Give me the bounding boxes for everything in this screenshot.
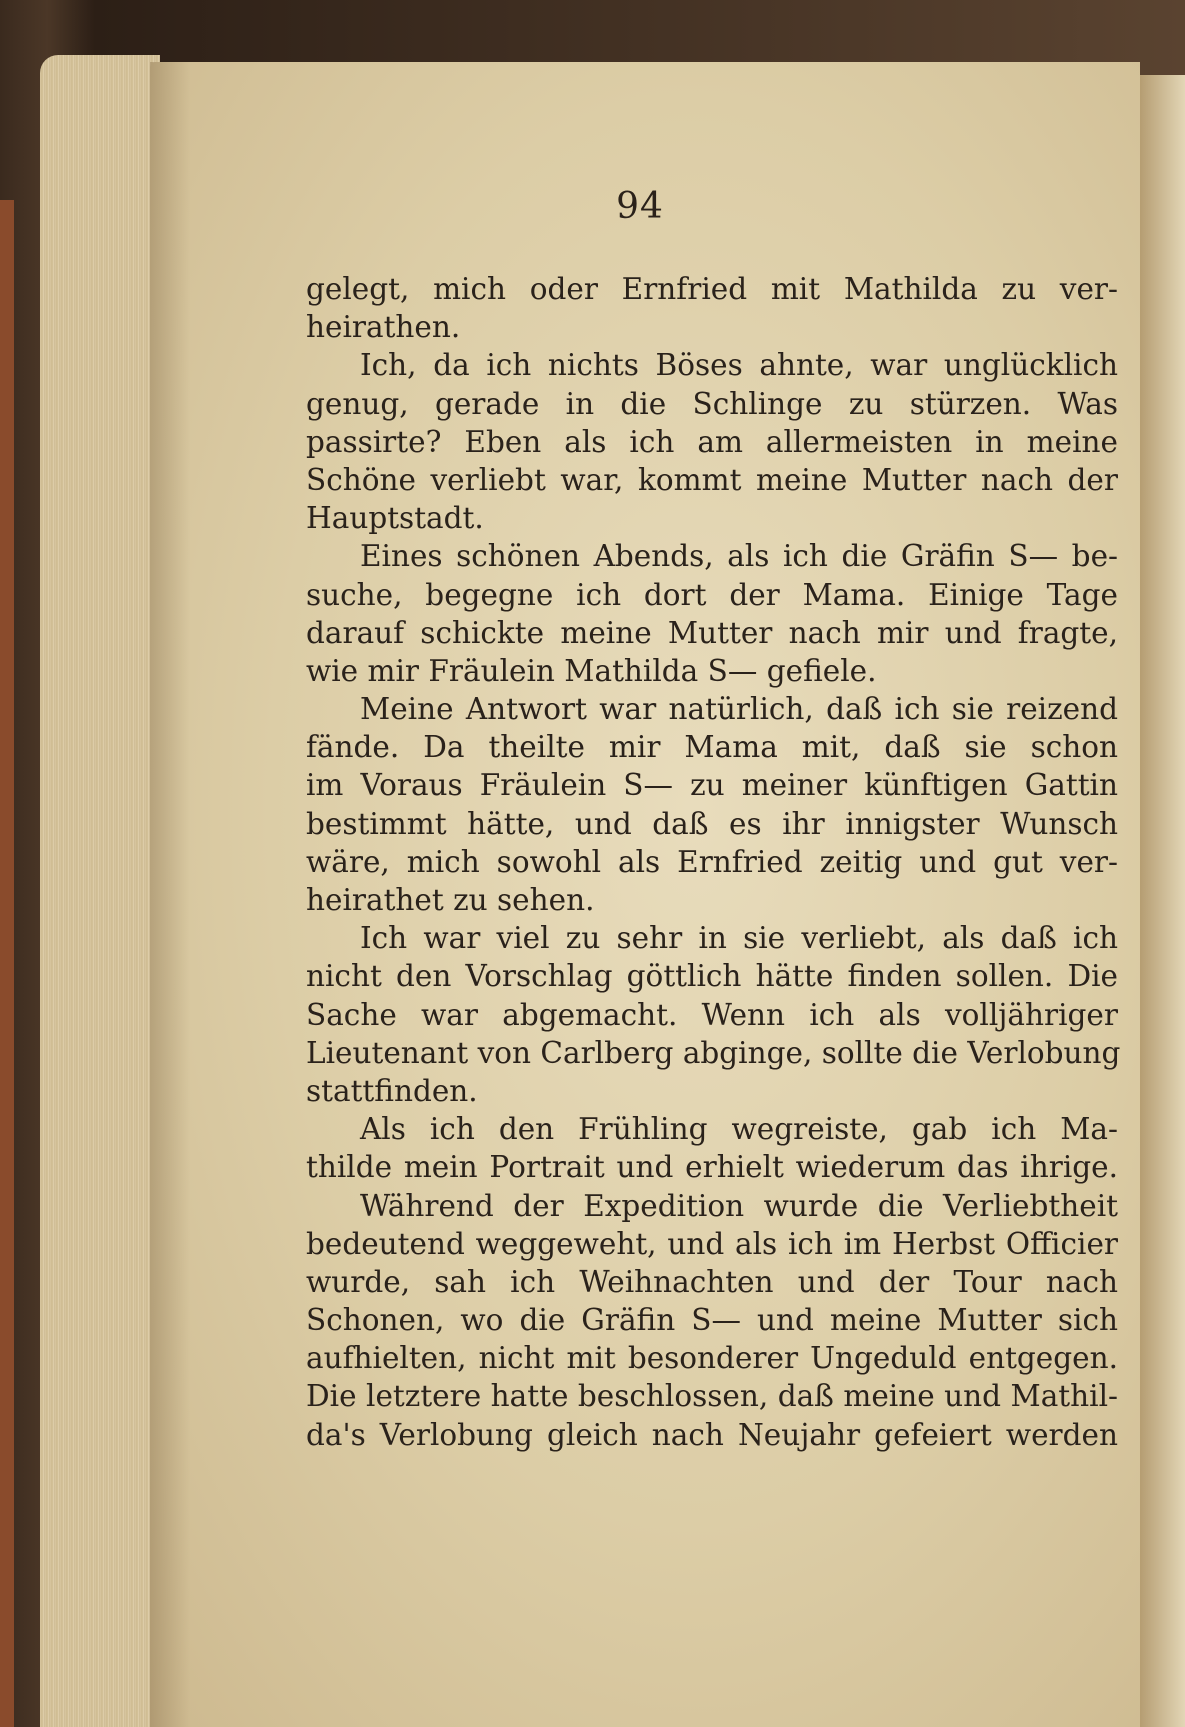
text-line: Meine Antwort war natürlich, daß ich sie reizend [360,692,1118,727]
text-line: Schonen, wo die Gräfin S— und meine Mutter sich [306,1303,1118,1338]
cover-edge [0,200,14,1727]
page-edges [40,55,160,1727]
text-line: wäre, mich sowohl als Ernfried zeitig und gut ver- [306,844,1118,879]
text-line: nicht den Vorschlag göttlich hätte finden sollen. Die [306,959,1118,994]
text-line: gelegt, mich oder Ernfried mit Mathilda zu ver- [306,272,1118,306]
page-gutter-shadow [150,62,190,1727]
text-line: Sache war abgemacht. Wenn ich als volljähriger [306,997,1118,1032]
text-line: Eines schönen Abends, als ich die Gräfin S— be- [360,539,1118,574]
text-line: Die letztere hatte beschlossen, daß meine und Mathil- [306,1379,1118,1414]
text-line: suche, begegne ich dort der Mama. Einige Tage [306,577,1118,612]
text-line: fände. Da theilte mir Mama mit, daß sie schon [306,730,1118,765]
text-line: aufhielten, nicht mit besonderer Ungeduld entgegen. [306,1341,1118,1376]
text-line: Als ich den Frühling wegreiste, gab ich Ma- [360,1112,1118,1147]
text-line: darauf schickte meine Mutter nach mir und fragte, [306,615,1118,650]
text-line: Schöne verliebt war, kommt meine Mutter nach der [306,462,1118,497]
text-line: genug, gerade in die Schlinge zu stürzen. Was [306,386,1118,421]
text-line: wie mir Fräulein Mathilda S— gefiele. [306,653,877,688]
text-line: da's Verlobung gleich nach Neujahr gefeiert werden [306,1417,1118,1452]
text-line: thilde mein Portrait und erhielt wiederum das ihrige. [306,1150,1118,1185]
text-line: Während der Expedition wurde die Verliebtheit [360,1188,1118,1223]
text-line: bestimmt hätte, und daß es ihr innigster Wunsch [306,806,1118,841]
text-line: Hauptstadt. [306,501,484,536]
text-line: passirte? Eben als ich am allermeisten in meine [306,424,1118,459]
text-line: bedeutend weggeweht, und als ich im Herbst Officier [306,1226,1118,1261]
text-line: heirathen. [306,310,461,345]
text-line: wurde, sah ich Weihnachten und der Tour nach [306,1264,1118,1299]
text-line: Lieutenant von Carlberg abginge, sollte die Verlobung [306,1035,1121,1070]
page-body [306,270,1121,1454]
text-line: Ich war viel zu sehr in sie verliebt, als daß ich [360,921,1118,956]
text-line: stattfinden. [306,1073,478,1108]
facing-page-edge [1140,75,1185,1727]
text-line: heirathet zu sehen. [306,883,595,917]
page-number: 94 [616,186,664,227]
text-line: Ich, da ich nichts Böses ahnte, war unglücklich [360,348,1118,383]
text-line: im Voraus Fräulein S— zu meiner künftigen Gattin [306,768,1118,803]
